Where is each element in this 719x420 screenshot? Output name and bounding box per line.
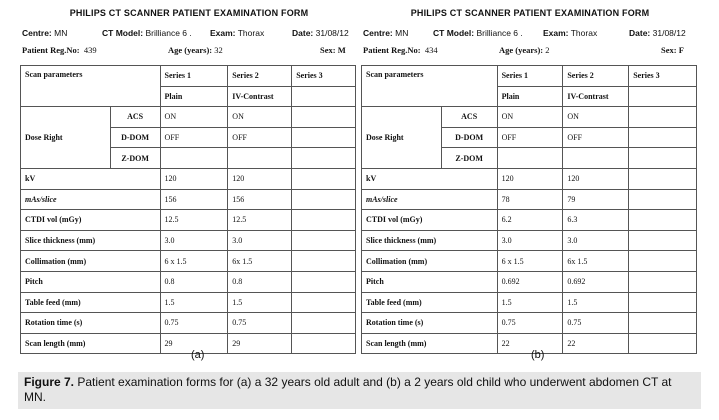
dose-row-label: D-DOM	[441, 127, 497, 148]
table-row	[362, 333, 697, 354]
examination-form-a	[20, 0, 358, 360]
param-label: mAs/slice	[362, 189, 498, 210]
cell: 6 x 1.5	[497, 251, 563, 272]
param-label: Pitch	[362, 271, 498, 292]
series-3-header: Series 3	[629, 66, 697, 87]
table-row	[362, 66, 697, 87]
dose-right-label: Dose Right	[21, 107, 111, 169]
figure-caption	[18, 372, 701, 409]
param-label: Slice thickness (mm)	[21, 230, 161, 251]
cell: 22	[563, 333, 629, 354]
cell	[292, 168, 356, 189]
cell: 3.0	[563, 230, 629, 251]
ct-model-field: CT Model: Brilliance 6 .	[102, 28, 192, 38]
cell	[629, 251, 697, 272]
date-field: Date: 31/08/12	[292, 28, 349, 38]
dose-row-label: Z-DOM	[441, 148, 497, 169]
patient-info-row	[361, 45, 699, 57]
cell	[292, 292, 356, 313]
sex-field: Sex: F	[661, 45, 684, 55]
cell	[629, 271, 697, 292]
cell: 0.8	[160, 271, 228, 292]
param-label: Pitch	[21, 271, 161, 292]
cell: ON	[563, 107, 629, 128]
dose-row-label: Z-DOM	[110, 148, 160, 169]
cell: 1.5	[563, 292, 629, 313]
dose-row-label: ACS	[110, 107, 160, 128]
patient-reg-field: Patient Reg.No: 439	[22, 45, 97, 55]
table-row	[362, 292, 697, 313]
series-2-type: IV-Contrast	[228, 86, 292, 107]
cell: 156	[160, 189, 228, 210]
age-field: Age (years): 32	[168, 45, 223, 55]
table-row	[362, 230, 697, 251]
table-row	[21, 210, 356, 231]
cell: 12.5	[228, 210, 292, 231]
cell	[629, 107, 697, 128]
exam-field: Exam: Thorax	[543, 28, 598, 38]
cell	[629, 210, 697, 231]
cell: OFF	[497, 127, 563, 148]
cell	[292, 333, 356, 354]
scan-parameters-header: Scan parameters	[21, 66, 161, 107]
param-label: Collimation (mm)	[362, 251, 498, 272]
param-label: Collimation (mm)	[21, 251, 161, 272]
table-row	[21, 230, 356, 251]
cell: 156	[228, 189, 292, 210]
caption-label: Figure 7.	[24, 375, 75, 389]
param-label: Rotation time (s)	[21, 313, 161, 334]
cell: 3.0	[160, 230, 228, 251]
series-1-type: Plain	[160, 86, 228, 107]
cell: 120	[228, 168, 292, 189]
cell: ON	[160, 107, 228, 128]
cell	[497, 148, 563, 169]
panel-label-a: (a)	[191, 349, 205, 361]
cell	[292, 210, 356, 231]
cell: 22	[497, 333, 563, 354]
scan-parameters-table	[361, 65, 697, 354]
dose-row-label: ACS	[441, 107, 497, 128]
table-row	[21, 292, 356, 313]
dose-row-label: D-DOM	[110, 127, 160, 148]
cell	[292, 189, 356, 210]
param-label: Table feed (mm)	[362, 292, 498, 313]
centre-field: Centre: MN	[22, 28, 68, 38]
param-label: Scan length (mm)	[21, 333, 161, 354]
cell	[629, 189, 697, 210]
cell: 3.0	[497, 230, 563, 251]
cell	[292, 271, 356, 292]
param-label: kV	[21, 168, 161, 189]
caption-text: Patient examination forms for (a) a 32 years old adult and (b) a 2 years old child who underwent abdomen CT at MN.	[24, 375, 672, 404]
cell: 6x 1.5	[228, 251, 292, 272]
cell: 6.2	[497, 210, 563, 231]
series-2-type: IV-Contrast	[563, 86, 629, 107]
cell: 0.692	[563, 271, 629, 292]
cell	[629, 313, 697, 334]
cell: 29	[228, 333, 292, 354]
param-label: Table feed (mm)	[21, 292, 161, 313]
cell	[629, 230, 697, 251]
cell	[629, 127, 697, 148]
cell	[292, 107, 356, 128]
param-label: Rotation time (s)	[362, 313, 498, 334]
patient-info-row	[20, 45, 358, 57]
cell: 120	[563, 168, 629, 189]
series-2-header: Series 2	[228, 66, 292, 87]
form-header-row	[20, 28, 358, 40]
param-label: Scan length (mm)	[362, 333, 498, 354]
cell: 79	[563, 189, 629, 210]
cell	[629, 168, 697, 189]
table-row	[362, 107, 697, 128]
cell: 0.8	[228, 271, 292, 292]
cell: 29	[160, 333, 228, 354]
cell: 6x 1.5	[563, 251, 629, 272]
patient-reg-field: Patient Reg.No: 434	[363, 45, 438, 55]
form-title: PHILIPS CT SCANNER PATIENT EXAMINATION FORM	[410, 8, 650, 18]
cell: 0.692	[497, 271, 563, 292]
dose-right-label: Dose Right	[362, 107, 442, 169]
param-label: CTDI vol (mGy)	[362, 210, 498, 231]
table-row	[362, 210, 697, 231]
cell	[629, 333, 697, 354]
cell: 1.5	[497, 292, 563, 313]
ct-model-field: CT Model: Brilliance 6 .	[433, 28, 523, 38]
cell: ON	[228, 107, 292, 128]
cell: 78	[497, 189, 563, 210]
exam-field: Exam: Thorax	[210, 28, 265, 38]
cell: 0.75	[160, 313, 228, 334]
table-row	[362, 168, 697, 189]
cell	[160, 148, 228, 169]
cell: 0.75	[228, 313, 292, 334]
cell	[292, 127, 356, 148]
cell: 0.75	[563, 313, 629, 334]
table-row	[21, 189, 356, 210]
cell: 120	[160, 168, 228, 189]
table-row	[362, 313, 697, 334]
date-field: Date: 31/08/12	[629, 28, 686, 38]
form-title: PHILIPS CT SCANNER PATIENT EXAMINATION FORM	[69, 8, 309, 18]
series-3-type	[629, 86, 697, 107]
cell: OFF	[160, 127, 228, 148]
cell: 1.5	[228, 292, 292, 313]
cell: OFF	[228, 127, 292, 148]
table-row	[362, 251, 697, 272]
table-row	[362, 189, 697, 210]
cell	[292, 230, 356, 251]
form-header-row	[361, 28, 699, 40]
table-row	[21, 333, 356, 354]
cell: 6.3	[563, 210, 629, 231]
table-row	[362, 271, 697, 292]
panel-label-b: (b)	[531, 349, 545, 361]
sex-field: Sex: M	[320, 45, 346, 55]
series-2-header: Series 2	[563, 66, 629, 87]
cell	[292, 313, 356, 334]
cell	[228, 148, 292, 169]
cell: 0.75	[497, 313, 563, 334]
examination-form-b	[361, 0, 699, 360]
param-label: CTDI vol (mGy)	[21, 210, 161, 231]
cell: 3.0	[228, 230, 292, 251]
cell	[629, 292, 697, 313]
series-1-header: Series 1	[497, 66, 563, 87]
cell: 120	[497, 168, 563, 189]
series-1-header: Series 1	[160, 66, 228, 87]
table-row	[21, 66, 356, 87]
table-row	[21, 271, 356, 292]
cell: OFF	[563, 127, 629, 148]
cell	[629, 148, 697, 169]
cell	[292, 251, 356, 272]
cell: ON	[497, 107, 563, 128]
table-row	[21, 168, 356, 189]
cell: 12.5	[160, 210, 228, 231]
cell: 6 x 1.5	[160, 251, 228, 272]
scan-parameters-table	[20, 65, 356, 354]
series-3-header: Series 3	[292, 66, 356, 87]
centre-field: Centre: MN	[363, 28, 409, 38]
cell	[563, 148, 629, 169]
param-label: mAs/slice	[21, 189, 161, 210]
table-row	[21, 107, 356, 128]
series-3-type	[292, 86, 356, 107]
param-label: Slice thickness (mm)	[362, 230, 498, 251]
age-field: Age (years): 2	[499, 45, 550, 55]
param-label: kV	[362, 168, 498, 189]
cell	[292, 148, 356, 169]
scan-parameters-header: Scan parameters	[362, 66, 498, 107]
series-1-type: Plain	[497, 86, 563, 107]
cell: 1.5	[160, 292, 228, 313]
table-row	[21, 313, 356, 334]
table-row	[21, 251, 356, 272]
